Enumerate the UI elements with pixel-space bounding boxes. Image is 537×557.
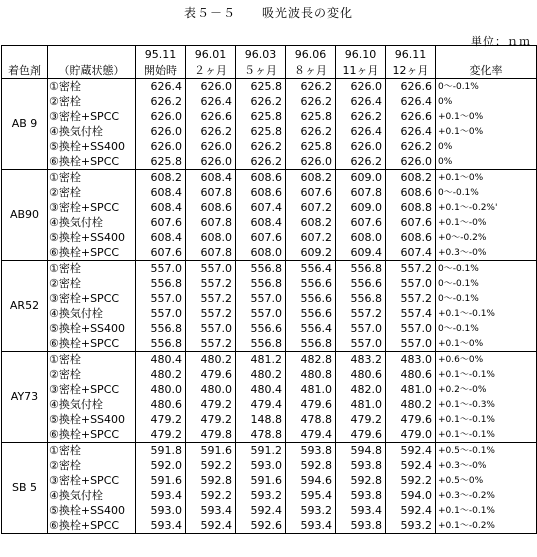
- wavelength-value: 479.2: [186, 397, 236, 412]
- table-row: [2, 261, 537, 277]
- wavelength-value: 593.4: [186, 503, 236, 518]
- wavelength-value: 607.6: [136, 215, 186, 230]
- wavelength-value: 626.2: [336, 109, 386, 124]
- wavelength-value: 479.6: [336, 427, 386, 443]
- wavelength-value: 556.6: [286, 306, 336, 321]
- header-row-bottom: [2, 62, 537, 79]
- storage-condition: ⑥換栓+SPCC: [48, 336, 136, 352]
- wavelength-value: 556.6: [236, 321, 286, 336]
- storage-condition: ③密栓+SPCC: [48, 200, 136, 215]
- wavelength-value: 607.8: [186, 245, 236, 261]
- wavelength-value: 557.0: [136, 261, 186, 277]
- wavelength-value: 593.0: [136, 503, 186, 518]
- colorant-name: AR52: [2, 261, 48, 352]
- storage-condition: ①密栓: [48, 261, 136, 277]
- wavelength-value: 479.2: [136, 427, 186, 443]
- storage-condition: ⑥換栓+SPCC: [48, 427, 136, 443]
- wavelength-value: 626.0: [336, 139, 386, 154]
- change-rate: +0.1～-0.1%: [436, 367, 537, 382]
- wavelength-value: 592.4: [386, 443, 436, 459]
- storage-condition: ④換気付栓: [48, 488, 136, 503]
- table-row: [2, 245, 537, 261]
- colorant-name: AB 9: [2, 79, 48, 170]
- wavelength-value: 608.4: [136, 185, 186, 200]
- storage-condition: ①密栓: [48, 352, 136, 368]
- wavelength-value: 626.2: [236, 154, 286, 170]
- wavelength-value: 593.8: [286, 443, 336, 459]
- wavelength-value: 593.8: [336, 488, 386, 503]
- wavelength-value: 557.0: [136, 306, 186, 321]
- wavelength-value: 557.2: [186, 276, 236, 291]
- wavelength-value: 480.2: [386, 397, 436, 412]
- wavelength-value: 557.0: [136, 291, 186, 306]
- wavelength-value: 556.8: [236, 336, 286, 352]
- wavelength-value: 480.4: [236, 382, 286, 397]
- wavelength-value: 608.4: [186, 170, 236, 186]
- table-row: [2, 306, 537, 321]
- colorant-name: AB90: [2, 170, 48, 261]
- wavelength-value: 626.0: [336, 79, 386, 95]
- change-rate: +0.1～-0.1%: [436, 427, 537, 443]
- storage-condition: ⑥換栓+SPCC: [48, 518, 136, 534]
- wavelength-value: 591.6: [186, 443, 236, 459]
- table-row: [2, 124, 537, 139]
- wavelength-value: 593.2: [236, 488, 286, 503]
- wavelength-value: 556.8: [336, 261, 386, 277]
- storage-condition: ③密栓+SPCC: [48, 109, 136, 124]
- storage-condition: ①密栓: [48, 443, 136, 459]
- wavelength-value: 480.2: [186, 352, 236, 368]
- wavelength-value: 557.0: [186, 321, 236, 336]
- wavelength-value: 625.8: [236, 124, 286, 139]
- wavelength-value: 626.4: [336, 94, 386, 109]
- change-rate: +0.3～-0.2%: [436, 488, 537, 503]
- wavelength-value: 626.4: [386, 94, 436, 109]
- wavelength-value: 595.4: [286, 488, 336, 503]
- change-rate: +0～-0.2%: [436, 230, 537, 245]
- wavelength-value: 480.0: [136, 382, 186, 397]
- wavelength-value: 626.2: [286, 124, 336, 139]
- wavelength-value: 593.4: [136, 488, 186, 503]
- wavelength-value: 592.0: [136, 458, 186, 473]
- absorption-wavelength-table: [1, 45, 537, 534]
- wavelength-value: 591.2: [236, 443, 286, 459]
- wavelength-value: 608.0: [336, 230, 386, 245]
- table-row: [2, 503, 537, 518]
- wavelength-value: 148.8: [236, 412, 286, 427]
- storage-condition: ⑤換栓+SS400: [48, 503, 136, 518]
- wavelength-value: 479.4: [236, 397, 286, 412]
- header-date: 96.01: [186, 46, 236, 63]
- wavelength-value: 482.8: [286, 352, 336, 368]
- wavelength-value: 607.8: [186, 185, 236, 200]
- wavelength-value: 626.0: [136, 124, 186, 139]
- wavelength-value: 607.2: [286, 200, 336, 215]
- wavelength-value: 593.2: [286, 503, 336, 518]
- header-period: ５ヶ月: [236, 62, 286, 79]
- table-row: [2, 473, 537, 488]
- wavelength-value: 609.2: [286, 245, 336, 261]
- wavelength-value: 591.8: [136, 443, 186, 459]
- wavelength-value: 607.8: [336, 185, 386, 200]
- table-row: [2, 109, 537, 124]
- change-rate: +0.1～-0.1%: [436, 306, 537, 321]
- wavelength-value: 608.6: [236, 170, 286, 186]
- wavelength-value: 607.6: [236, 230, 286, 245]
- wavelength-value: 480.6: [136, 397, 186, 412]
- wavelength-value: 626.6: [186, 109, 236, 124]
- wavelength-value: 626.6: [386, 109, 436, 124]
- wavelength-value: 626.0: [186, 79, 236, 95]
- wavelength-value: 593.8: [336, 458, 386, 473]
- wavelength-value: 482.0: [336, 382, 386, 397]
- wavelength-value: 626.2: [386, 139, 436, 154]
- header-agent: 着色剤: [2, 62, 48, 79]
- wavelength-value: 480.4: [136, 352, 186, 368]
- storage-condition: ⑥換栓+SPCC: [48, 245, 136, 261]
- storage-condition: ⑤換栓+SS400: [48, 412, 136, 427]
- wavelength-value: 557.2: [186, 291, 236, 306]
- wavelength-value: 480.6: [336, 367, 386, 382]
- change-rate: 0～-0.1%: [436, 185, 537, 200]
- wavelength-value: 625.8: [236, 109, 286, 124]
- wavelength-value: 592.8: [186, 473, 236, 488]
- wavelength-value: 626.0: [386, 154, 436, 170]
- table-row: [2, 215, 537, 230]
- wavelength-value: 556.4: [286, 261, 336, 277]
- wavelength-value: 481.2: [236, 352, 286, 368]
- wavelength-value: 626.2: [286, 79, 336, 95]
- header-date: 96.03: [236, 46, 286, 63]
- header-condition: （貯蔵状態）: [48, 62, 136, 79]
- wavelength-value: 609.0: [336, 200, 386, 215]
- table-row: [2, 427, 537, 443]
- wavelength-value: 557.2: [386, 261, 436, 277]
- change-rate: +0.3～-0%: [436, 458, 537, 473]
- colorant-name: SB 5: [2, 443, 48, 534]
- table-row: [2, 321, 537, 336]
- table-row: [2, 488, 537, 503]
- wavelength-value: 556.4: [286, 321, 336, 336]
- wavelength-value: 556.8: [336, 291, 386, 306]
- wavelength-value: 593.4: [136, 518, 186, 534]
- header-row-top: [2, 46, 537, 63]
- wavelength-value: 608.2: [286, 215, 336, 230]
- change-rate: 0%: [436, 154, 537, 170]
- wavelength-value: 479.0: [386, 427, 436, 443]
- wavelength-value: 557.2: [186, 336, 236, 352]
- storage-condition: ④換気付栓: [48, 397, 136, 412]
- wavelength-value: 608.8: [386, 200, 436, 215]
- wavelength-value: 594.6: [286, 473, 336, 488]
- wavelength-value: 479.2: [186, 412, 236, 427]
- wavelength-value: 626.2: [336, 154, 386, 170]
- wavelength-value: 608.0: [186, 230, 236, 245]
- wavelength-value: 592.2: [186, 458, 236, 473]
- storage-condition: ⑤換栓+SS400: [48, 321, 136, 336]
- storage-condition: ④換気付栓: [48, 124, 136, 139]
- wavelength-value: 592.6: [236, 518, 286, 534]
- wavelength-value: 479.6: [186, 367, 236, 382]
- storage-condition: ③密栓+SPCC: [48, 291, 136, 306]
- header-rate-top: [436, 46, 537, 63]
- table-title: 表５－５ 吸光波長の変化: [183, 6, 353, 20]
- wavelength-value: 479.4: [286, 427, 336, 443]
- header-date: 96.06: [286, 46, 336, 63]
- table-row: [2, 352, 537, 368]
- storage-condition: ④換気付栓: [48, 215, 136, 230]
- wavelength-value: 626.0: [136, 109, 186, 124]
- wavelength-value: 479.6: [286, 397, 336, 412]
- change-rate: +0.1～0%: [436, 109, 537, 124]
- wavelength-value: 480.0: [186, 382, 236, 397]
- table-row: [2, 397, 537, 412]
- wavelength-value: 556.6: [336, 276, 386, 291]
- wavelength-value: 608.6: [236, 185, 286, 200]
- wavelength-value: 626.0: [186, 139, 236, 154]
- wavelength-value: 625.8: [136, 154, 186, 170]
- wavelength-value: 556.8: [136, 276, 186, 291]
- wavelength-value: 478.8: [286, 412, 336, 427]
- header-condition-top: [48, 46, 136, 63]
- change-rate: +0.5～-0.1%: [436, 443, 537, 459]
- wavelength-value: 608.4: [136, 200, 186, 215]
- wavelength-value: 557.0: [386, 321, 436, 336]
- change-rate: +0.1～-0.2%': [436, 200, 537, 215]
- wavelength-value: 481.0: [336, 397, 386, 412]
- wavelength-value: 556.6: [286, 291, 336, 306]
- wavelength-value: 593.0: [236, 458, 286, 473]
- wavelength-value: 591.6: [136, 473, 186, 488]
- change-rate: +0.1～-0.1%: [436, 503, 537, 518]
- storage-condition: ②密栓: [48, 458, 136, 473]
- wavelength-value: 626.6: [386, 79, 436, 95]
- table-row: [2, 336, 537, 352]
- wavelength-value: 592.8: [286, 458, 336, 473]
- wavelength-value: 557.0: [386, 336, 436, 352]
- wavelength-value: 626.2: [136, 94, 186, 109]
- wavelength-value: 479.8: [186, 427, 236, 443]
- wavelength-value: 483.0: [386, 352, 436, 368]
- change-rate: +0.1～-0.3%: [436, 397, 537, 412]
- wavelength-value: 557.0: [336, 336, 386, 352]
- wavelength-value: 557.0: [386, 276, 436, 291]
- change-rate: +0.6～0%: [436, 352, 537, 368]
- change-rate: +0.1～-0.2%: [436, 518, 537, 534]
- wavelength-value: 594.8: [336, 443, 386, 459]
- wavelength-value: 592.8: [336, 473, 386, 488]
- header-date: 96.10: [336, 46, 386, 63]
- wavelength-value: 626.4: [336, 124, 386, 139]
- change-rate: 0～-0.1%: [436, 321, 537, 336]
- wavelength-value: 593.4: [336, 503, 386, 518]
- wavelength-value: 608.4: [236, 215, 286, 230]
- table-row: [2, 367, 537, 382]
- wavelength-value: 592.2: [386, 473, 436, 488]
- wavelength-value: 593.8: [336, 518, 386, 534]
- table-row: [2, 443, 537, 459]
- wavelength-value: 607.6: [336, 215, 386, 230]
- wavelength-value: 608.6: [386, 230, 436, 245]
- header-date: 95.11: [136, 46, 186, 63]
- wavelength-value: 607.6: [286, 185, 336, 200]
- wavelength-value: 479.2: [136, 412, 186, 427]
- wavelength-value: 607.6: [136, 245, 186, 261]
- change-rate: +0.1～-0%: [436, 215, 537, 230]
- wavelength-value: 591.6: [236, 473, 286, 488]
- storage-condition: ②密栓: [48, 276, 136, 291]
- wavelength-value: 625.8: [286, 109, 336, 124]
- storage-condition: ②密栓: [48, 94, 136, 109]
- wavelength-value: 607.8: [186, 215, 236, 230]
- storage-condition: ③密栓+SPCC: [48, 382, 136, 397]
- wavelength-value: 593.2: [386, 518, 436, 534]
- change-rate: 0～-0.1%: [436, 291, 537, 306]
- wavelength-value: 479.2: [336, 412, 386, 427]
- wavelength-value: 557.2: [386, 291, 436, 306]
- table-row: [2, 94, 537, 109]
- header-agent-top: [2, 46, 48, 63]
- wavelength-value: 608.2: [286, 170, 336, 186]
- change-rate: +0.3～-0%: [436, 245, 537, 261]
- storage-condition: ④換気付栓: [48, 306, 136, 321]
- wavelength-value: 592.4: [386, 458, 436, 473]
- table-row: [2, 382, 537, 397]
- table-row: [2, 154, 537, 170]
- wavelength-value: 557.0: [236, 291, 286, 306]
- header-period: ２ヶ月: [186, 62, 236, 79]
- wavelength-value: 592.2: [186, 488, 236, 503]
- unit-label: 単位：ｎｍ: [471, 35, 531, 48]
- header-rate: 変化率: [436, 62, 537, 79]
- wavelength-value: 592.4: [236, 503, 286, 518]
- wavelength-value: 608.2: [136, 170, 186, 186]
- wavelength-value: 594.0: [386, 488, 436, 503]
- wavelength-value: 626.0: [186, 154, 236, 170]
- wavelength-value: 608.6: [386, 185, 436, 200]
- storage-condition: ①密栓: [48, 170, 136, 186]
- wavelength-value: 481.0: [286, 382, 336, 397]
- wavelength-value: 608.0: [236, 245, 286, 261]
- storage-condition: ⑤換栓+SS400: [48, 139, 136, 154]
- wavelength-value: 626.2: [286, 94, 336, 109]
- table-row: [2, 276, 537, 291]
- wavelength-value: 556.6: [286, 276, 336, 291]
- wavelength-value: 557.0: [236, 306, 286, 321]
- wavelength-value: 626.0: [286, 154, 336, 170]
- wavelength-value: 592.4: [186, 518, 236, 534]
- storage-condition: ③密栓+SPCC: [48, 473, 136, 488]
- colorant-name: AY73: [2, 352, 48, 443]
- wavelength-value: 626.4: [136, 79, 186, 95]
- change-rate: +0.5～0%: [436, 473, 537, 488]
- wavelength-value: 607.4: [386, 245, 436, 261]
- header-period: 12ヶ月: [386, 62, 436, 79]
- storage-condition: ⑥換栓+SPCC: [48, 154, 136, 170]
- change-rate: +0.1～-0.1%: [436, 412, 537, 427]
- table-row: [2, 230, 537, 245]
- wavelength-value: 626.2: [186, 124, 236, 139]
- storage-condition: ①密栓: [48, 79, 136, 95]
- storage-condition: ②密栓: [48, 367, 136, 382]
- change-rate: +0.1～0%: [436, 170, 537, 186]
- change-rate: 0～-0.1%: [436, 276, 537, 291]
- change-rate: +0.1～0%: [436, 124, 537, 139]
- table-row: [2, 200, 537, 215]
- wavelength-value: 626.2: [236, 94, 286, 109]
- table-row: [2, 170, 537, 186]
- header-period: 開始時: [136, 62, 186, 79]
- wavelength-value: 479.6: [386, 412, 436, 427]
- wavelength-value: 626.4: [186, 94, 236, 109]
- wavelength-value: 557.2: [186, 306, 236, 321]
- wavelength-value: 480.2: [136, 367, 186, 382]
- storage-condition: ⑤換栓+SS400: [48, 230, 136, 245]
- table-row: [2, 412, 537, 427]
- wavelength-value: 607.4: [236, 200, 286, 215]
- change-rate: +0.2～-0%: [436, 382, 537, 397]
- change-rate: +0.1～0%: [436, 336, 537, 352]
- table-row: [2, 518, 537, 534]
- wavelength-value: 607.2: [286, 230, 336, 245]
- wavelength-value: 625.8: [236, 79, 286, 95]
- change-rate: 0%: [436, 139, 537, 154]
- wavelength-value: 481.0: [386, 382, 436, 397]
- table-row: [2, 139, 537, 154]
- wavelength-value: 556.8: [136, 336, 186, 352]
- wavelength-value: 607.6: [386, 215, 436, 230]
- table-row: [2, 291, 537, 306]
- wavelength-value: 608.2: [386, 170, 436, 186]
- table-row: [2, 185, 537, 200]
- wavelength-value: 557.0: [336, 321, 386, 336]
- wavelength-value: 480.8: [286, 367, 336, 382]
- header-date: 96.11: [386, 46, 436, 63]
- table-row: [2, 458, 537, 473]
- wavelength-value: 626.2: [236, 139, 286, 154]
- wavelength-value: 556.8: [286, 336, 336, 352]
- wavelength-value: 609.4: [336, 245, 386, 261]
- wavelength-value: 480.6: [386, 367, 436, 382]
- wavelength-value: 593.4: [286, 518, 336, 534]
- wavelength-value: 557.4: [386, 306, 436, 321]
- header-period: ８ヶ月: [286, 62, 336, 79]
- wavelength-value: 556.8: [236, 276, 286, 291]
- table-row: [2, 79, 537, 95]
- wavelength-value: 626.0: [136, 139, 186, 154]
- storage-condition: ②密栓: [48, 185, 136, 200]
- wavelength-value: 609.0: [336, 170, 386, 186]
- change-rate: 0～-0.1%: [436, 261, 537, 277]
- wavelength-value: 608.4: [136, 230, 186, 245]
- change-rate: 0%: [436, 94, 537, 109]
- wavelength-value: 483.2: [336, 352, 386, 368]
- wavelength-value: 478.8: [236, 427, 286, 443]
- wavelength-value: 480.2: [236, 367, 286, 382]
- wavelength-value: 557.2: [336, 306, 386, 321]
- wavelength-value: 592.4: [386, 503, 436, 518]
- wavelength-value: 625.8: [286, 139, 336, 154]
- header-period: 11ヶ月: [336, 62, 386, 79]
- wavelength-value: 608.6: [186, 200, 236, 215]
- table-body: [2, 79, 537, 534]
- wavelength-value: 556.8: [236, 261, 286, 277]
- wavelength-value: 557.0: [186, 261, 236, 277]
- wavelength-value: 556.8: [136, 321, 186, 336]
- change-rate: 0～-0.1%: [436, 79, 537, 95]
- wavelength-value: 626.4: [386, 124, 436, 139]
